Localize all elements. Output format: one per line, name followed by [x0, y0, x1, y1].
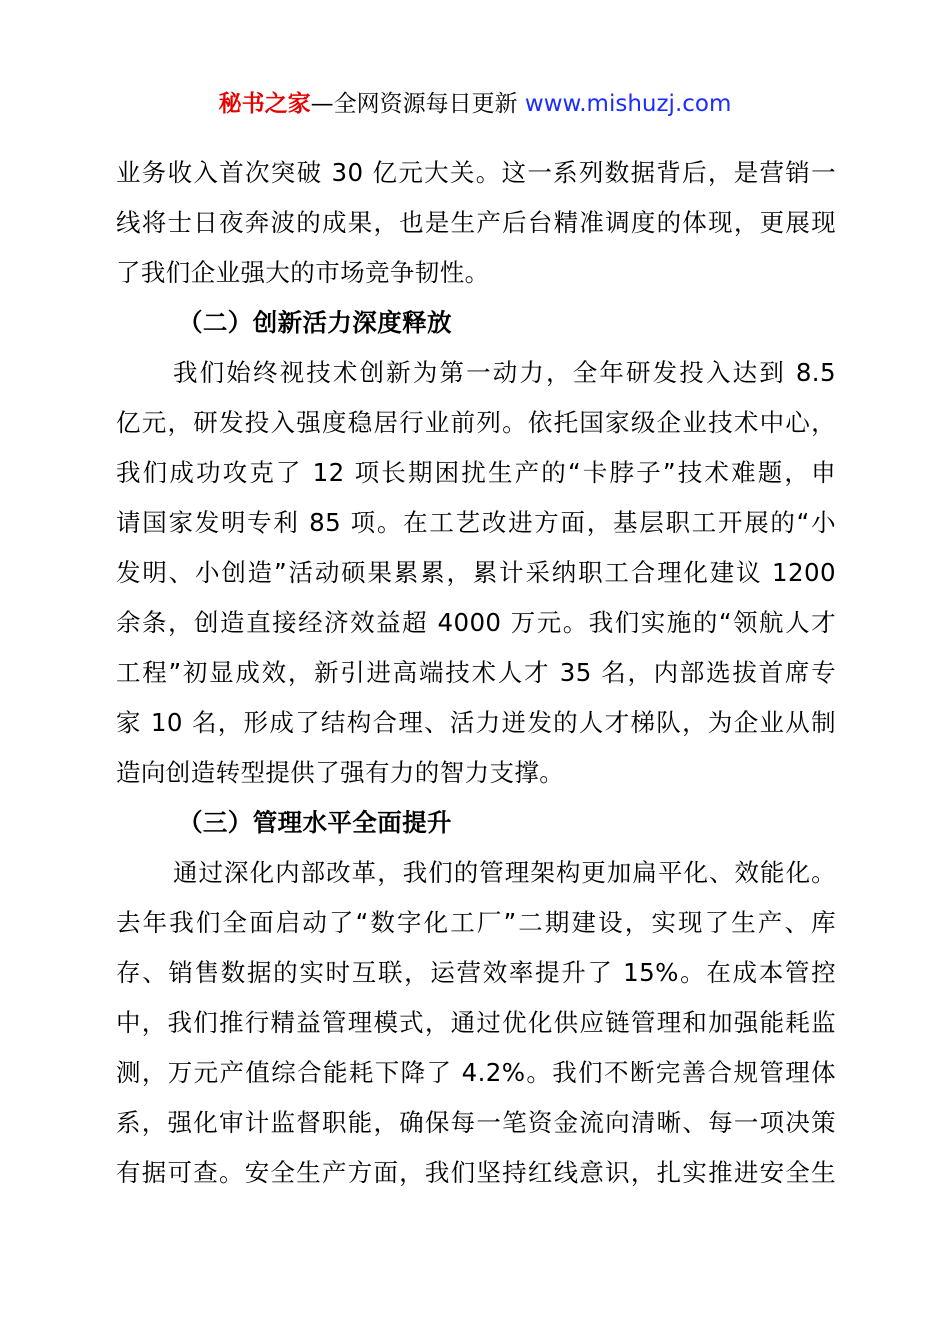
text-line: 工程”初显成效，新引进高端技术人才 35 名，内部选拔首席专: [116, 658, 836, 687]
text-line: 发明、小创造”活动硕果累累，累计采纳职工合理化建议 1200: [116, 558, 836, 587]
text-line: 存、销售数据的实时互联，运营效率提升了 15%。在成本管控: [116, 958, 836, 987]
text-line: 我们成功攻克了 12 项长期困扰生产的“卡脖子”技术难题，申: [116, 458, 836, 487]
text-line: 家 10 名，形成了结构合理、活力迸发的人才梯队，为企业从制: [116, 708, 836, 737]
header-url[interactable]: www.mishuzj.com: [524, 91, 732, 117]
text-line: 线将士日夜奔波的成果，也是生产后台精准调度的体现，更展现: [116, 208, 836, 237]
text-line: 造向创造转型提供了强有力的智力支撑。: [116, 758, 565, 787]
section-heading: （二）创新活力深度释放: [178, 308, 452, 337]
text-line: 亿元，研发投入强度稳居行业前列。依托国家级企业技术中心，: [116, 408, 836, 437]
text-line: 我们始终视技术创新为第一动力，全年研发投入达到 8.5: [173, 358, 836, 387]
text-line: 中，我们推行精益管理模式，通过优化供应链管理和加强能耗监: [116, 1008, 836, 1037]
section-heading: （三）管理水平全面提升: [178, 808, 452, 837]
text-line: 通过深化内部改革，我们的管理架构更加扁平化、效能化。: [173, 858, 836, 887]
text-line: 了我们企业强大的市场竞争韧性。: [116, 258, 490, 287]
text-line: 余条，创造直接经济效益超 4000 万元。我们实施的“领航人才: [116, 608, 836, 637]
text-line: 系，强化审计监督职能，确保每一笔资金流向清晰、每一项决策: [116, 1108, 836, 1137]
text-line: 去年我们全面启动了“数字化工厂”二期建设，实现了生产、库: [116, 908, 836, 937]
text-line: 有据可查。安全生产方面，我们坚持红线意识，扎实推进安全生: [116, 1158, 836, 1187]
header-tagline: —全网资源每日更新: [310, 91, 518, 117]
text-line: 测，万元产值综合能耗下降了 4.2%。我们不断完善合规管理体: [116, 1058, 836, 1087]
document-body: [116, 148, 836, 1198]
text-line: 业务收入首次突破 30 亿元大关。这一系列数据背后，是营销一: [116, 158, 836, 187]
text-line: 请国家发明专利 85 项。在工艺改进方面，基层职工开展的“小: [116, 508, 836, 537]
page-header: [0, 86, 950, 122]
header-brand: 秘书之家: [218, 91, 311, 117]
